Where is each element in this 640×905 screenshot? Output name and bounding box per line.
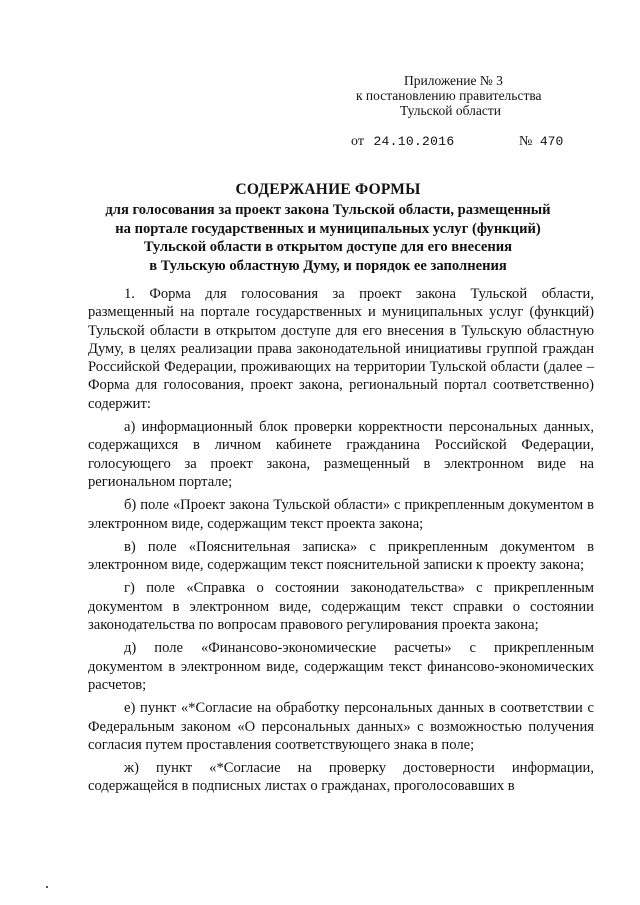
document-title bbox=[90, 181, 566, 276]
paragraph-g: г) поле «Справка о состоянии законодательства» с прикрепленным документом в электронном виде, содержащим текст справки о состоянии законодательства по вопросам правового регулирования проекта закона; bbox=[88, 580, 594, 634]
date-prefix: от bbox=[351, 134, 364, 149]
appendix-number: Приложение № 3 bbox=[404, 73, 503, 88]
number-prefix: № bbox=[519, 134, 533, 149]
paragraph-e: е) пункт «*Согласие на обработку персональных данных в соответствии с Федеральным законом «О персональных данных» с возможностью получения согласия путем проставления соответствующего знака в поле; bbox=[88, 700, 594, 753]
resolution-date: 24.10.2016 bbox=[373, 134, 455, 149]
document-body bbox=[88, 285, 594, 796]
paragraph-d: д) поле «Финансово-экономические расчеты» с прикрепленным документом в электронном виде, содержащим текст финансово-экономических расчетов; bbox=[88, 640, 594, 693]
appendix-reference: к постановлению правительства bbox=[356, 88, 542, 103]
scan-artifact-dot bbox=[46, 886, 48, 888]
paragraph-b: б) поле «Проект закона Тульской области» с прикрепленным документом в электронном виде, содержащим текст проекта закона; bbox=[88, 497, 594, 532]
paragraph-a: а) информационный блок проверки корректности персональных данных, содержащихся в личном кабинете гражданина Российской Федерации, голосующего за проект закона, размещенный в электронном виде на региональном портале; bbox=[88, 419, 594, 490]
title-subtitle-line-3: Тульской области в открытом доступе для его внесения bbox=[143, 239, 513, 256]
title-subtitle-line-2: на портале государственных и муниципальных услуг (функций) bbox=[115, 220, 541, 237]
paragraph-1: 1. Форма для голосования за проект закона Тульской области, размещенный на портале государственных и муниципальных услуг (функций) Тульской области в открытом доступе для его внесения в Тульскую областную Думу, в целях реализации права законодательной инициативы группой граждан Российской Федерации, проживающих на территории Тульской области (далее – Форма для голосования, проект закона, региональный портал соответственно) содержит: bbox=[88, 286, 594, 412]
paragraph-zh: ж) пункт «*Согласие на проверку достоверности информации, содержащейся в подписных листах о гражданах, проголосовавших в bbox=[88, 760, 594, 795]
appendix-header bbox=[356, 73, 596, 118]
resolution-number-group bbox=[519, 134, 563, 150]
title-subtitle-line-4: в Тульскую областную Думу, и порядок ее заполнения bbox=[149, 258, 507, 275]
appendix-region: Тульской области bbox=[400, 103, 501, 118]
title-subtitle-line-1: для голосования за проект закона Тульской области, размещенный bbox=[105, 201, 551, 218]
title-main: СОДЕРЖАНИЕ ФОРМЫ bbox=[235, 181, 421, 198]
resolution-date-line bbox=[351, 134, 601, 150]
paragraph-v: в) поле «Пояснительная записка» с прикрепленным документом в электронном виде, содержащим текст пояснительной записки к проекту закона; bbox=[88, 538, 594, 574]
resolution-number: 470 bbox=[539, 134, 564, 149]
